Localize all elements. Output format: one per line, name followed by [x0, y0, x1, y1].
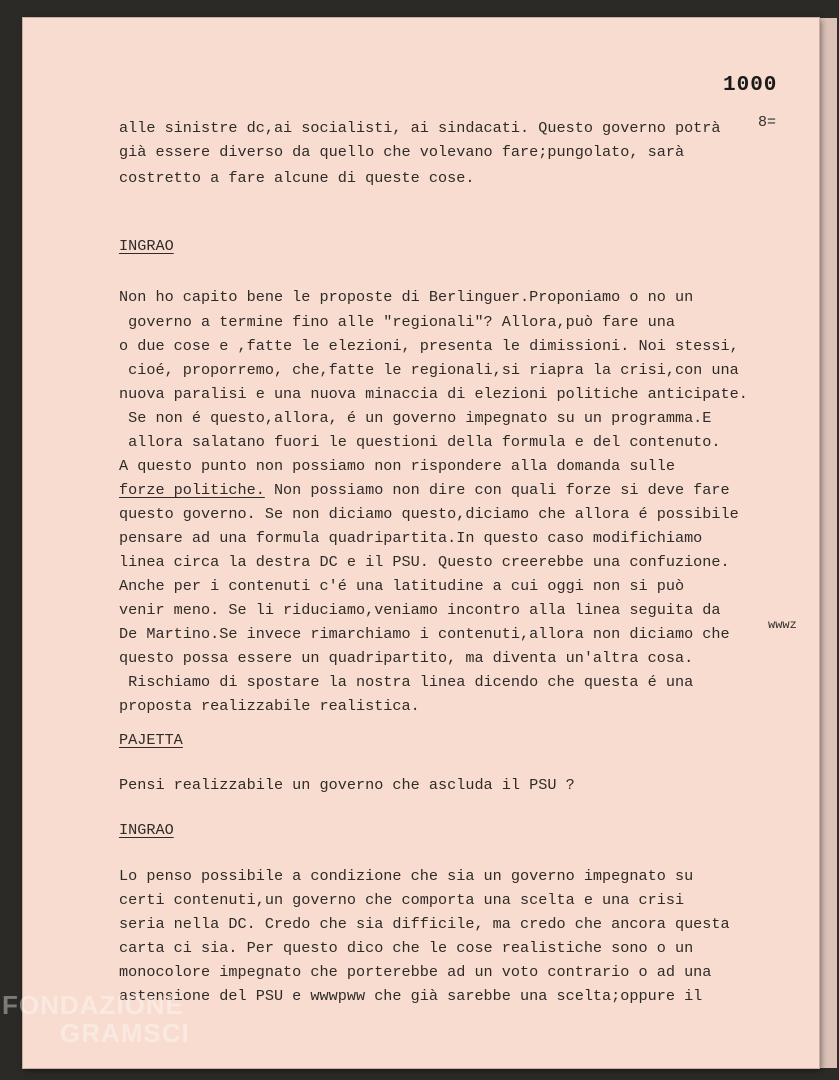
stacked-page-edge	[817, 18, 837, 1068]
text-line: proposta realizzabile realistica.	[119, 697, 420, 715]
text-line: governo a termine fino alle "regionali"? Allora,può fare una	[119, 313, 675, 331]
speaker-heading: INGRAO	[119, 821, 174, 839]
archive-stamp-number: 1000	[723, 74, 778, 97]
text-line: A questo punto non possiamo non rispondere alla domanda sulle	[119, 457, 675, 475]
speaker-heading: PAJETTA	[119, 731, 183, 749]
text-line: Non ho capito bene le proposte di Berlinguer.Proponiamo o no un	[119, 288, 694, 306]
text-line: Se non é questo,allora, é un governo impegnato su un programma.E	[119, 409, 712, 427]
page-number: 8=	[758, 114, 777, 131]
text-line: forze politiche. Non possiamo non dire con quali forze si deve fare	[119, 481, 730, 499]
underlined-phrase: forze politiche.	[119, 481, 265, 499]
watermark-fondazione: FONDAZIONE	[2, 990, 184, 1020]
text-line: carta ci sia. Per questo dico che le cose realistiche sono o un	[119, 939, 694, 957]
text-line: venir meno. Se li riduciamo,veniamo incontro alla linea seguita da	[119, 601, 721, 619]
text-line: costretto a fare alcune di queste cose.	[119, 169, 475, 187]
margin-overtype: wwwz	[768, 618, 797, 632]
text-line: nuova paralisi e una nuova minaccia di elezioni politiche anticipate.	[119, 385, 748, 403]
text-line: De Martino.Se invece rimarchiamo i contenuti,allora non diciamo che	[119, 625, 730, 643]
text-line: allora salatano fuori le questioni della formula e del contenuto.	[119, 433, 721, 451]
typewritten-page	[23, 18, 819, 1068]
text-line: Pensi realizzabile un governo che ascluda il PSU ?	[119, 776, 575, 794]
text-line: questo possa essere un quadripartito, ma diventa un'altra cosa.	[119, 649, 694, 667]
watermark-gramsci: GRAMSCI	[60, 1018, 190, 1048]
text-line: certi contenuti,un governo che comporta una scelta e una crisi	[119, 891, 685, 909]
text-line: questo governo. Se non diciamo questo,diciamo che allora é possibile	[119, 505, 739, 523]
text-line: alle sinistre dc,ai socialisti, ai sindacati. Questo governo potrà	[119, 119, 721, 137]
text-line: monocolore impegnato che porterebbe ad un voto contrario o ad una	[119, 963, 712, 981]
text-line: Anche per i contenuti c'é una latitudine a cui oggi non si può	[119, 577, 685, 595]
text-line: già essere diverso da quello che volevano fare;pungolato, sarà	[119, 143, 685, 161]
text-line: pensare ad una formula quadripartita.In questo caso modifichiamo	[119, 529, 703, 547]
text-line: linea circa la destra DC e il PSU. Questo creerebbe una confuzione.	[119, 553, 730, 571]
text-line: o due cose e ,fatte le elezioni, presenta le dimissioni. Noi stessi,	[119, 337, 739, 355]
text-line: cioé, proporremo, che,fatte le regionali,si riapra la crisi,con una	[119, 361, 739, 379]
text-line: seria nella DC. Credo che sia difficile, ma credo che ancora questa	[119, 915, 730, 933]
text-line: Rischiamo di spostare la nostra linea dicendo che questa é una	[119, 673, 694, 691]
text-line: astensione del PSU e wwwpww che già sarebbe una scelta;oppure il	[119, 987, 703, 1005]
text-line: Lo penso possibile a condizione che sia un governo impegnato su	[119, 867, 694, 885]
speaker-heading: INGRAO	[119, 237, 174, 255]
